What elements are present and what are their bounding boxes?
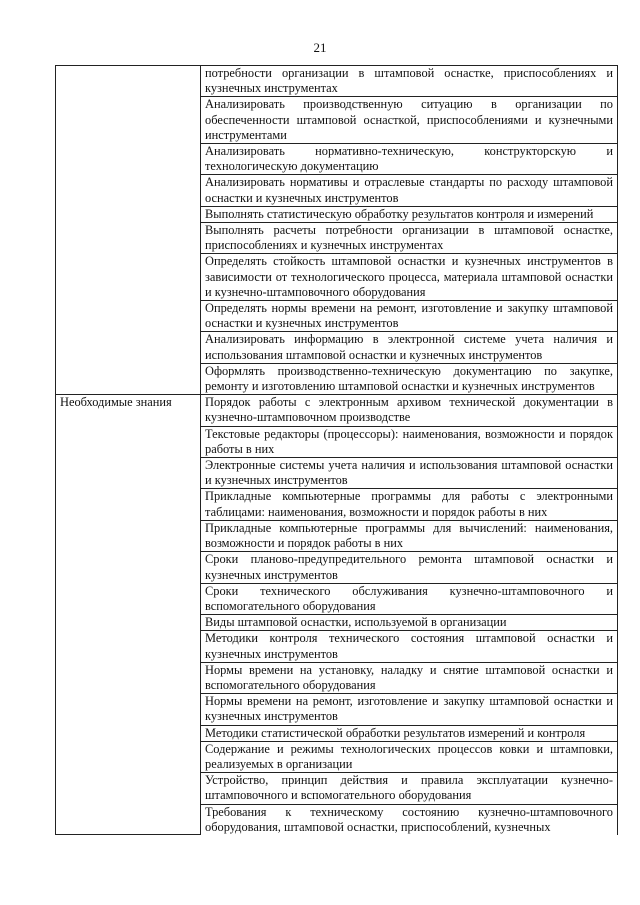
table-cell: Выполнять статистическую обработку результатов контроля и измерений: [201, 206, 618, 222]
table-cell: Прикладные компьютерные программы для вычислений: наименования, возможности и порядок работы в них: [201, 520, 618, 551]
table-cell: Прикладные компьютерные программы для работы с электронными таблицами: наименования, возможности и порядок работы в них: [201, 489, 618, 520]
competency-table: [55, 65, 618, 835]
table-cell: Анализировать нормативно-техническую, конструкторскую и технологическую документацию: [201, 144, 618, 175]
table-body: [56, 66, 618, 835]
table-row: [56, 395, 618, 426]
table-cell: Анализировать информацию в электронной системе учета наличия и использования штамповой оснастки и кузнечных инструментов: [201, 332, 618, 363]
table-cell: Выполнять расчеты потребности организации в штамповой оснастке, приспособлениях и кузнечных инструментах: [201, 223, 618, 254]
table-cell: Определять нормы времени на ремонт, изготовление и закупку штамповой оснастки и кузнечных инструментов: [201, 301, 618, 332]
table-cell: Определять стойкость штамповой оснастки и кузнечных инструментов в зависимости от технологического процесса, материала штамповой оснастки и кузнечно-штамповочного оборудования: [201, 254, 618, 301]
table-cell: Порядок работы с электронным архивом технической документации в кузнечно-штамповочном производстве: [201, 395, 618, 426]
section-label: Необходимые знания: [56, 395, 201, 835]
table-cell: Виды штамповой оснастки, используемой в организации: [201, 615, 618, 631]
table-cell: потребности организации в штамповой оснастке, приспособлениях и кузнечных инструментах: [201, 66, 618, 97]
table-cell: Анализировать нормативы и отраслевые стандарты по расходу штамповой оснастки и кузнечных инструментов: [201, 175, 618, 206]
table-cell: Методики статистической обработки результатов измерений и контроля: [201, 725, 618, 741]
section-label: [56, 66, 201, 395]
table-cell: Сроки планово-предупредительного ремонта штамповой оснастки и кузнечных инструментов: [201, 552, 618, 583]
table-cell: Нормы времени на установку, наладку и снятие штамповой оснастки и вспомогательного оборудования: [201, 662, 618, 693]
table-cell: Оформлять производственно-техническую документацию по закупке, ремонту и изготовлению штамповой оснастки и кузнечных инструментов: [201, 363, 618, 394]
table-cell: Нормы времени на ремонт, изготовление и закупку штамповой оснастки и кузнечных инструментов: [201, 694, 618, 725]
table-cell: Требования к техническому состоянию кузнечно-штамповочного оборудования, штамповой оснастки, приспособлений, кузнечных: [201, 804, 618, 835]
table-cell: Анализировать производственную ситуацию в организации по обеспеченности штамповой оснасткой, приспособлениями и кузнечными инструментами: [201, 97, 618, 144]
table-cell: Устройство, принцип действия и правила эксплуатации кузнечно-штамповочного и вспомогательного оборудования: [201, 773, 618, 804]
table-cell: Текстовые редакторы (процессоры): наименования, возможности и порядок работы в них: [201, 426, 618, 457]
table-cell: Содержание и режимы технологических процессов ковки и штамповки, реализуемых в организации: [201, 741, 618, 772]
table-cell: Электронные системы учета наличия и использования штамповой оснастки и кузнечных инструментов: [201, 458, 618, 489]
table-row: [56, 66, 618, 97]
table-cell: Методики контроля технического состояния штамповой оснастки и кузнечных инструментов: [201, 631, 618, 662]
table-cell: Сроки технического обслуживания кузнечно-штамповочного и вспомогательного оборудования: [201, 583, 618, 614]
page-number: 21: [313, 40, 327, 55]
